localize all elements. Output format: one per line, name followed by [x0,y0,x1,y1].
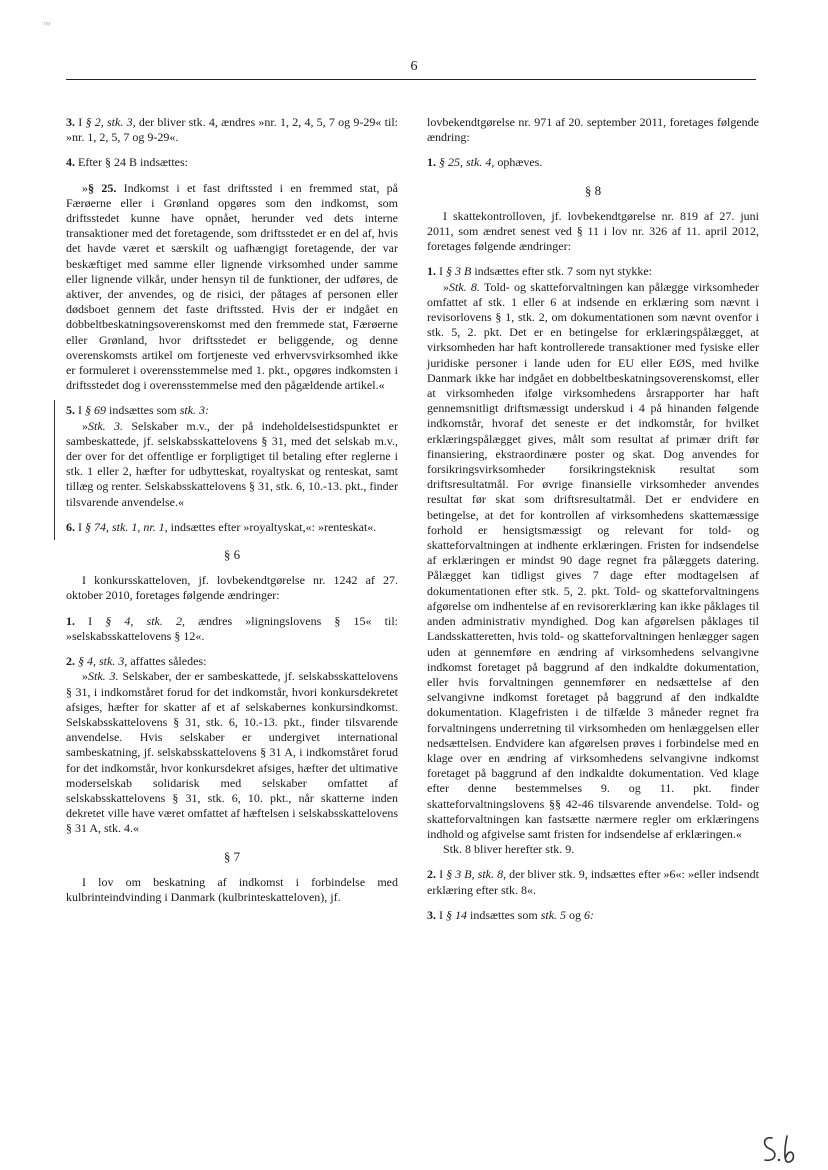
margin-bar [54,400,55,540]
section-25-text: »§ 25. Indkomst i et fast driftssted i en fremmed stat, på Færøerne eller i Grønland opgøres som den indkomst, som driftsstedet kunne have opnået, herunder ved dets interne transaktioner med det foretagende, som driftsstedet er en del af, hvis det havde været et særskilt og uafhængigt foretagende, der var beskæftiget med samme eller lignende virksomhed under samme eller lignende vilkår, under hensyn til de funktioner, der udføres, de aktiver, der anvendes, og de risici, der påtages af personen eller dødsboet gennem det faste driftssted. Hvis der er indgået en dobbeltbeskatningsoverenskomst med den fremmede stat, Færøerne eller Grønland, hvor driftsstedet er beliggende, og denne overenskomsts artikel om fortjeneste ved erhvervsvirksomhed ikke er formuleret i overensstemmelse med 1. pkt., opgøres indkomsten i driftsstedet dog i overensstemmelse med den pågældende artikel.« [66,180,399,393]
skattekontrol-amendment-1: 1. I § 3 B indsættes efter stk. 7 som nyt stykke: [427,264,652,279]
left-column [66,115,398,915]
page-number: 6 [410,59,418,74]
stk3-text: »Stk. 3. Selskaber m.v., der på indeholdelsestidspunktet er sambeskattede, jf. selskabsskattelovens § 31, med det selskab m.v., der over for det offentlige er forpligtiget til betaling efter reglerne i stk. 1 eller 2, hæfter for udbytteskat, royaltyskat og renteskat, samt tillæg og renter. Selskabsskattelovens § 31, stk. 6, 10.-13. pkt., finder tilsvarende anvendelse.« [66,418,398,509]
konkurs-intro: I konkursskatteloven, jf. lovbekendtgørelse nr. 1242 af 27. oktober 2010, foretages følgende ændringer: [66,573,398,603]
konkurs-amendment-1: 1. I § 4, stk. 2, ændres »ligningslovens § 15« til: »selskabsskattelovens § 12«. [66,613,398,643]
right-column [427,115,759,933]
amendment-6: 6. I § 74, stk. 1, nr. 1, indsættes efter »royaltyskat,«: »renteskat«. [66,519,377,534]
kulbrinte-amendment-1: 1. § 25, stk. 4, ophæves. [427,155,543,170]
amendment-3: 3. I § 2, stk. 3, der bliver stk. 4, ændres »nr. 1, 2, 4, 5, 7 og 9-29« til: »nr. 1, 2, 5, 7 og 9-29«. [66,115,398,145]
skattekontrol-intro: I skattekontrolloven, jf. lovbekendtgørelse nr. 819 af 27. juni 2011, som ændret senest ved § 11 i lov nr. 326 af 11. april 2012, foretages følgende ændringer: [427,208,759,254]
section-heading-7: § 7 [223,848,241,864]
scan-speck: ™ [42,20,51,30]
handwritten-page-mark [760,1132,800,1166]
stk8-renumber: Stk. 8 bliver herefter stk. 9. [443,842,575,857]
amendment-5: 5. I § 69 indsættes som stk. 3: [66,403,210,418]
skattekontrol-amendment-2: 2. I § 3 B, stk. 8, der bliver stk. 9, indsættes efter »6«: »eller indsendt erklæring efter stk. 8«. [427,867,760,897]
amendment-4: 4. Efter § 24 B indsættes: [66,155,188,170]
kulbrinte-intro-cont: lovbekendtgørelse nr. 971 af 20. september 2011, foretages følgende ændring: [427,115,759,145]
skattekontrol-amendment-3: 3. I § 14 indsættes som stk. 5 og 6: [427,907,595,922]
stk8-text: »Stk. 8. Told- og skatteforvaltningen kan pålægge virksomheder omfattet af stk. 1 eller 6 at indsende en erklæring som nævnt i revisorlovens § 1, stk. 2, om dokumentationen som nævnt ovenfor i stk. 5, 2. pkt. Det er en betingelse for erklæringspålægget, at virksomheden har haft kontrollerede transaktioner med fysiske eller juridiske personer i lande uden for EU eller EØS, med hvilke Danmark ikke har indgået en dobbeltbeskatningsoverenskomst, eller at virksomheden ifølge virksomhedens årsrapporter har haft gennemsnitligt driftsmæssigt underskud i 4 på hinanden følgende indkomstår, hvoraf det seneste er det indkomstår, for hvilket erklæringspålægget gives, målt som resultat af primær drift før finansiering, ekstraordinære poster og skat. Dog anvendes for forsikringsvirksomheder forsikringsteknisk resultat som driftsresultatmål. For øvrige finansielle virksomheder anvendes resultat før skat som driftsresultatmål. Det er endvidere en betingelse, at det for kontrollen af virksomhedens skattemæssige forhold er hensigtsmæssigt og relevant for told- og skatteforvaltningen at indhente erklæringen. Fristen for indsendelse af erklæringen er mindst 90 dage regnet fra pålæggets datering. Pålægget kan tidligst gives 7 dage efter modtagelsen af dokumentationen efter stk. 5, 2. pkt. Told- og skatteforvaltningens afgørelse om indhentelse af en revisorerklæring kan ikke påklages til anden administrativ myndighed. Dog kan afgørelsen påklages til Landsskatteretten, hvis told- og skatteforvaltningen henlægger sagen uden at gennemføre en ændring af virksomhedens selvangivne indkomst foretaget på baggrund af den indkaldte dokumentation, eller hvis forvaltningen gennemfører en nedsættelse af den selvangivne indkomst foretaget på baggrund af den indkaldte dokumentation. Klagefristen i de tilfælde 3 måneder regnet fra forvaltningens underretning til virksomheden om henlæggelsen eller nedsættelsen. Endvidere kan afgørelsen prøves i forbindelse med en klage over en ændring af virksomhedens selvangivne indkomst foretaget på baggrund af den indkaldte dokumentation. Ved klage efter denne bestemmelses 9. og 11. pkt. finder skatteforvaltningslovens §§ 42-46 tilsvarende anvendelse. Told- og skatteforvaltningen kan fastsætte nærmere regler om erklæringens indhold og afgivelse samt fristen for indsendelse af erklæringen.« [427,279,759,841]
konkurs-stk3-text: »Stk. 3. Selskaber, der er sambeskattede, jf. selskabsskattelovens § 31, i indkomståret forud for det indkomstår, hvori konkursdekretet afsiges, hæfter for skatter af et af selskabernes konkursindkomst. Selskabsskattelovens § 31, stk. 6, 10.-13. pkt., finder tilsvarende anvendelse. Hvis selskaber er undergivet international sambeskatning, jf. selskabsskattelovens § 31 A, i indkomståret forud for det indkomstår, hvor konkursdekret afsiges, hæfter det ultimative moderselskab solidarisk med selskaber omfattet af selskabsskattelovens § 31, stk. 6, 10. pkt., når skatterne inden dekretet ville have været omfattet af hæftelsen i selskabsskattelovens § 31 A, stk. 4.« [66,669,399,836]
section-heading-6: § 6 [223,547,241,563]
section-heading-8: § 8 [584,182,602,198]
header-rule [66,79,756,80]
konkurs-amendment-2: 2. § 4, stk. 3, affattes således: [66,654,207,669]
kulbrinte-intro: I lov om beskatning af indkomst i forbindelse med kulbrinteindvinding i Danmark (kulbrinteskatteloven), jf. [66,874,398,904]
